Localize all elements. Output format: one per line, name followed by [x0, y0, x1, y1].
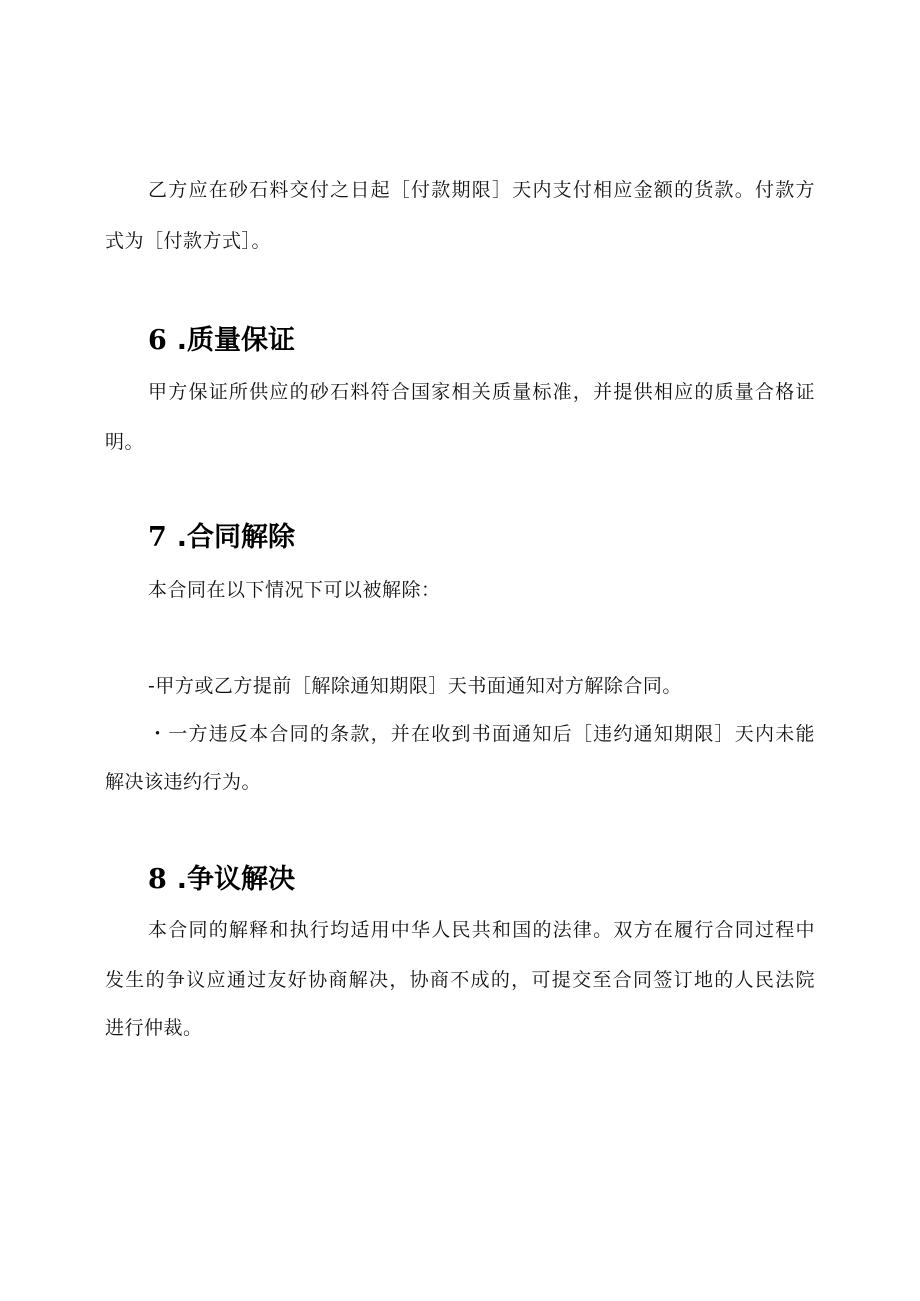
section-6-paragraph-line: 甲方保证所供应的砂石料符合国家相关质量标准，并提供相应的质量合格证: [148, 381, 815, 403]
section-8-paragraph-line: 本合同的解释和执行均适用中华人民共和国的法律。双方在履行合同过程中: [148, 919, 815, 941]
section-7-list-item: ・一方违反本合同的条款，并在收到书面通知后［违约通知期限］天内未能: [148, 723, 815, 745]
section-title: .合同解除: [176, 522, 296, 553]
section-8-paragraph-line: 进行仲裁。: [105, 1017, 203, 1039]
section-8-paragraph-line: 发生的争议应通过友好协商解决，协商不成的，可提交至合同签订地的人民法院: [105, 969, 815, 991]
section-7-list-item-continuation: 解决该违约行为。: [105, 771, 262, 793]
section-number: 8: [148, 864, 167, 895]
section-number: 7: [148, 522, 167, 553]
section-7-list-item: -甲方或乙方提前［解除通知期限］天书面通知对方解除合同。: [148, 675, 682, 697]
payment-paragraph-line: 式为［付款方式］。: [105, 230, 272, 252]
section-title: .争议解决: [176, 864, 296, 895]
section-7-heading: [148, 521, 295, 555]
section-6-paragraph-line: 明。: [105, 431, 145, 453]
payment-paragraph-line: 乙方应在砂石料交付之日起［付款期限］天内支付相应金额的货款。付款方: [148, 179, 815, 201]
section-7-intro: 本合同在以下情况下可以被解除：: [148, 579, 441, 601]
section-8-heading: [148, 863, 295, 897]
section-title: .质量保证: [176, 325, 296, 356]
section-6-heading: [148, 324, 295, 358]
section-number: 6: [148, 325, 167, 356]
